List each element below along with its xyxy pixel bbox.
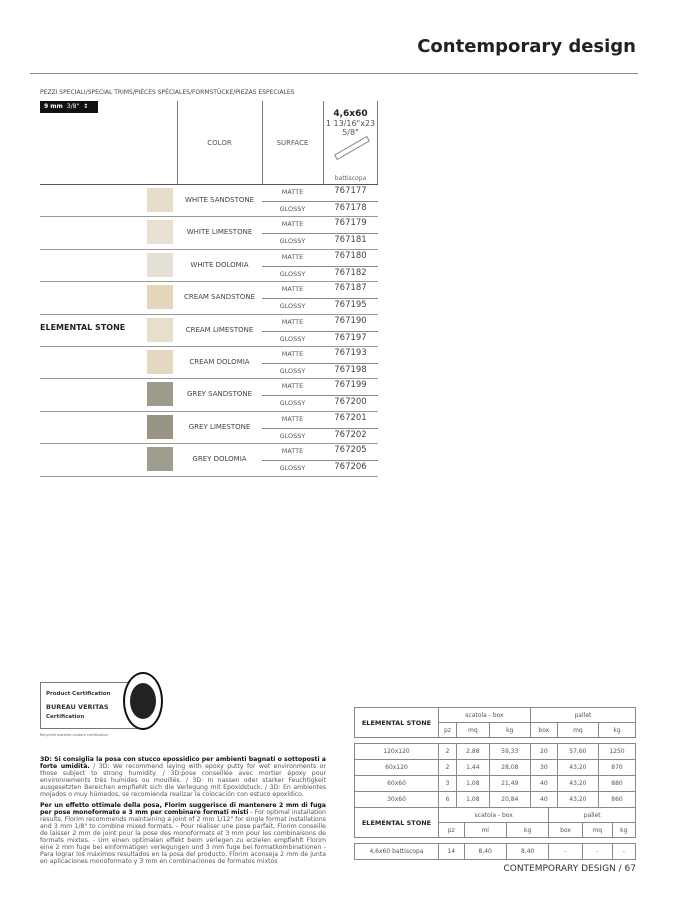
color-row — [40, 282, 378, 314]
packing-table-trims — [354, 807, 636, 860]
column-header: mq — [457, 723, 490, 738]
table-cell: 57,60 — [557, 744, 598, 760]
table-cell: 43,20 — [557, 760, 598, 776]
cert-line3: Certification — [46, 714, 85, 720]
color-name: GREY DOLOMIA — [192, 455, 247, 464]
product-size-inch: 1 13/16"x23 5/8" — [325, 119, 376, 137]
table-cell: 1,08 — [457, 776, 490, 792]
divider — [262, 298, 378, 299]
code-matte: 767205 — [334, 445, 367, 456]
pallet-header: pallet — [549, 808, 636, 823]
skirting-icon — [334, 136, 370, 160]
table-cell: 2 — [439, 744, 457, 760]
surface-glossy: GLOSSY — [279, 464, 306, 473]
color-row — [40, 250, 378, 282]
note-epoxy — [40, 756, 326, 798]
thickness-arrow-icon: ↕ — [83, 103, 89, 110]
color-row — [40, 185, 378, 217]
divider — [262, 266, 378, 267]
note-joint-bold: Per un effetto ottimale della posa, Florim suggerisce di mantenere 2 mm di fuga per pose monoformato e 3 mm per combinare formati misti — [40, 802, 326, 816]
table-cell: 1250 — [599, 744, 636, 760]
color-swatch — [147, 415, 173, 439]
color-swatch — [147, 350, 173, 374]
table-cell: 30 — [530, 760, 557, 776]
code-matte: 767187 — [334, 283, 367, 294]
surface-glossy: GLOSSY — [279, 399, 306, 408]
column-header: box — [549, 823, 582, 838]
surface-matte: MATTE — [281, 350, 304, 358]
table-cell: 20 — [530, 744, 557, 760]
column-header: kg — [506, 823, 548, 838]
color-row — [40, 315, 378, 347]
pallet-header: pallet — [530, 708, 635, 723]
code-matte: 767193 — [334, 348, 367, 358]
column-header: ml — [464, 823, 506, 838]
packing-table — [354, 707, 636, 808]
table-cell: 28,08 — [489, 760, 530, 776]
column-header: pz — [439, 823, 465, 838]
table-cell: 40 — [530, 776, 557, 792]
table-cell: 30x60 — [355, 792, 439, 808]
series-cell: ELEMENTAL STONE — [355, 808, 439, 838]
color-name: WHITE LIMESTONE — [186, 228, 253, 237]
table-cell: 870 — [599, 760, 636, 776]
color-name: CREAM SANDSTONE — [183, 293, 256, 302]
color-swatch — [147, 318, 173, 342]
table-row — [355, 792, 636, 808]
color-swatch — [147, 188, 173, 212]
color-name: WHITE SANDSTONE — [184, 196, 255, 204]
surface-header: SURFACE — [276, 139, 309, 147]
table-cell: 43,20 — [557, 792, 598, 808]
surface-matte: MATTE — [281, 285, 304, 294]
table-cell: 8,40 — [464, 844, 506, 860]
code-glossy: 767200 — [334, 397, 367, 408]
divider — [262, 395, 378, 396]
column-header: box — [530, 723, 557, 738]
color-row — [40, 347, 378, 379]
table-cell: 2 — [439, 760, 457, 776]
color-name: CREAM LIMESTONE — [185, 325, 254, 334]
column-header: kg — [612, 823, 635, 838]
divider — [262, 460, 378, 461]
column-header: kg — [489, 723, 530, 738]
surface-glossy: GLOSSY — [279, 205, 306, 213]
color-header: COLOR — [207, 139, 232, 147]
product-size: 4,6x60 — [333, 109, 368, 119]
surface-glossy: GLOSSY — [279, 367, 306, 375]
series-cell: ELEMENTAL STONE — [355, 708, 439, 738]
table-cell: 120x120 — [355, 744, 439, 760]
table-cell: 60x120 — [355, 760, 439, 776]
note-joint-text: - For optimal installation results, Florim recommends maintaining a joint of 2 mm 1/12" for single format installations and 3 mm 1/8" to combine mixed formats. - Pour réaliser une pose parfait, Florim conseille de laisser 2 mm de joint pour la pose des monoformats et 3 mm pour les combinaisons de formats mixtes. - Um einen optimalen effekt beim verlegen zu erzielen empfiehlt Florim eine 2 mm fuge bei einformatigen verlegungen und 3 mm fuge bei formatkombinationen - Para lograr los máximos resultados en la posa del producto, Florim aconseja 2 mm de junta en aplicaciones monoformato y 3 mm en combinaciones de formatos mixtos — [40, 809, 326, 865]
surface-glossy: GLOSSY — [279, 237, 306, 246]
table-row — [355, 760, 636, 776]
cert-note: Recycled material content certification — [40, 733, 108, 737]
surface-matte: MATTE — [281, 447, 304, 456]
trims-table-header — [40, 101, 378, 185]
note-epoxy-text: / 3D: We recommend laying with epoxy putty for wet environments or those subject to strong humidity. / 3D:pose conseillée avec mortier époxy pour environnements très humides ou mouillés. / 3D: In nassen oder starker Feuchtigkeit ausgesetzten Bereichen empfiehlt sich die Verlegung mit Epoxidstuck. / 3D: En ambientes mojados o muy húmedos, se recomienda realizar la colocación con estuco epoxídico. — [40, 763, 326, 798]
surface-matte: MATTE — [281, 382, 304, 391]
thickness-mm: 9 mm — [44, 103, 63, 110]
divider — [262, 428, 378, 429]
table-cell: 2,88 — [457, 744, 490, 760]
color-name: GREY SANDSTONE — [186, 390, 253, 399]
table-cell: 3 — [439, 776, 457, 792]
product-name: battiscopa — [334, 175, 367, 182]
code-glossy: 767198 — [334, 365, 367, 375]
code-matte: 767177 — [334, 186, 367, 196]
note-joint — [40, 802, 326, 865]
code-glossy: 767181 — [334, 235, 367, 246]
table-cell: 21,49 — [489, 776, 530, 792]
surface-glossy: GLOSSY — [279, 269, 306, 278]
color-row — [40, 217, 378, 249]
thickness-badge — [40, 101, 98, 113]
code-glossy: 767202 — [334, 429, 367, 440]
series-label: ELEMENTAL STONE — [40, 323, 126, 332]
code-glossy: 767197 — [334, 332, 367, 343]
table-cell: 6 — [439, 792, 457, 808]
surface-glossy: GLOSSY — [279, 431, 306, 440]
code-glossy: 767206 — [334, 462, 367, 473]
column-header: kg — [599, 723, 636, 738]
surface-matte: MATTE — [281, 188, 304, 196]
color-swatch — [147, 447, 173, 471]
divider — [262, 331, 378, 332]
table-row — [355, 844, 636, 860]
color-swatch — [147, 220, 173, 244]
code-matte: 767180 — [334, 250, 367, 261]
product-header — [323, 109, 378, 182]
table-cell: 43,20 — [557, 776, 598, 792]
column-header: pz — [439, 723, 457, 738]
table-cell: 1,44 — [457, 760, 490, 776]
table-cell: 40 — [530, 792, 557, 808]
surface-matte: MATTE — [281, 220, 304, 229]
divider — [262, 233, 378, 234]
color-name: GREY LIMESTONE — [188, 422, 251, 431]
code-glossy: 767178 — [334, 203, 367, 213]
color-row — [40, 412, 378, 444]
bureau-veritas-seal — [123, 672, 163, 730]
note-epoxy-bold: 3D: Si consiglia la posa con stucco epossidico per ambienti bagnati o sottoposti a forte umidità. — [40, 756, 326, 770]
column-header: mq — [582, 823, 612, 838]
color-swatch — [147, 253, 173, 277]
table-cell: 8,40 — [506, 844, 548, 860]
table-cell: 880 — [599, 776, 636, 792]
color-row — [40, 444, 378, 476]
divider — [262, 201, 378, 202]
table-row — [355, 744, 636, 760]
table-cell: - — [549, 844, 582, 860]
color-row — [40, 379, 378, 411]
color-swatch — [147, 382, 173, 406]
code-matte: 767179 — [334, 218, 367, 229]
table-cell: 14 — [439, 844, 465, 860]
code-matte: 767201 — [334, 412, 367, 423]
page-footer: CONTEMPORARY DESIGN / 67 — [503, 864, 636, 874]
divider — [262, 363, 378, 364]
table-cell: 20,84 — [489, 792, 530, 808]
surface-glossy: GLOSSY — [279, 334, 306, 343]
cert-line2: BUREAU VERITAS — [46, 703, 109, 711]
table-cell: - — [582, 844, 612, 860]
box-header: scatola - box — [439, 708, 531, 723]
code-glossy: 767182 — [334, 267, 367, 278]
color-name: WHITE DOLOMIA — [190, 260, 249, 269]
table-cell: - — [612, 844, 635, 860]
surface-matte: MATTE — [281, 252, 304, 261]
trims-label: PEZZI SPECIALI/SPECIAL TRIMS/PIÈCES SPÉCIALES/FORMSTÜCKE/PIEZAS ESPECIALES — [40, 89, 295, 96]
thickness-inch: 3/8" — [66, 103, 80, 110]
table-cell: 59,33 — [489, 744, 530, 760]
box-header: scatola - box — [439, 808, 549, 823]
divider — [30, 73, 638, 74]
table-cell: 60x60 — [355, 776, 439, 792]
code-matte: 767199 — [334, 380, 367, 391]
code-glossy: 767195 — [334, 300, 367, 311]
surface-matte: MATTE — [281, 317, 304, 326]
table-row — [355, 776, 636, 792]
table-cell: 860 — [599, 792, 636, 808]
cert-line1: Product Certification — [46, 691, 111, 697]
surface-matte: MATTE — [281, 414, 304, 423]
code-matte: 767190 — [334, 315, 367, 326]
column-header: mq — [557, 723, 598, 738]
surface-glossy: GLOSSY — [279, 302, 306, 311]
table-cell: 1,08 — [457, 792, 490, 808]
page-title: Contemporary design — [417, 36, 636, 57]
color-name: CREAM DOLOMIA — [189, 358, 250, 366]
table-cell: 4,6x60 battiscopa — [355, 844, 439, 860]
color-swatch — [147, 285, 173, 309]
